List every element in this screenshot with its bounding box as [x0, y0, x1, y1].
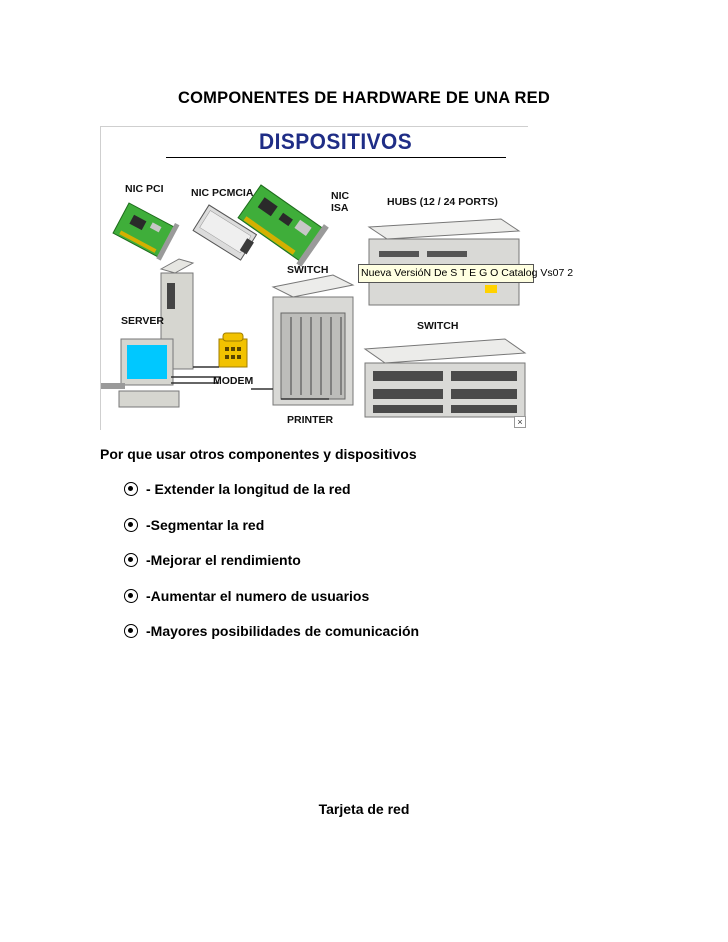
devices-figure	[100, 126, 574, 430]
label-nic-pci: NIC PCI	[125, 183, 164, 195]
label-modem: MODEM	[213, 375, 254, 387]
label-nic-isa-line1: NIC	[331, 190, 350, 202]
label-nic-pcmcia: NIC PCMCIA	[191, 187, 254, 199]
list-item	[124, 588, 419, 624]
benefits-list	[124, 481, 419, 659]
resize-handle-icon[interactable]: ×	[514, 416, 526, 428]
bullet-icon	[124, 624, 138, 638]
list-item-text: - Extender la longitud de la red	[146, 481, 351, 497]
list-item-text: -Segmentar la red	[146, 516, 265, 533]
list-item	[124, 517, 419, 553]
list-item-text: -Aumentar el numero de usuarios	[146, 587, 370, 604]
switch-chassis	[365, 339, 525, 417]
switch-tower	[273, 275, 353, 405]
modem-device	[219, 333, 247, 367]
label-switch-top: SWITCH	[287, 264, 329, 276]
bullet-icon	[124, 518, 138, 532]
nic-pci-card	[112, 199, 179, 260]
list-item	[124, 552, 419, 588]
bullet-icon	[124, 482, 138, 496]
figure-heading: DISPOSITIVOS	[259, 129, 413, 154]
label-hubs: HUBS (12 / 24 PORTS)	[387, 196, 498, 208]
bullet-icon	[124, 589, 138, 603]
caption-text: Tarjeta de red	[318, 801, 410, 817]
page-title: COMPONENTES DE HARDWARE DE UNA RED	[178, 89, 550, 107]
list-item-text: -Mayores posibilidades de comunicación	[146, 623, 420, 639]
caption	[0, 801, 728, 817]
label-nic-isa-line2: ISA	[331, 202, 349, 214]
label-printer: PRINTER	[287, 414, 334, 426]
label-switch-right: SWITCH	[417, 320, 459, 332]
workstation-monitor	[101, 339, 179, 407]
list-item	[124, 623, 419, 659]
image-tooltip: Nueva VersióN De S T E G O Catalog Vs07 2	[358, 264, 534, 283]
intro-text: Por que usar otros componentes y dispositivos	[100, 446, 417, 462]
hub-device	[369, 219, 519, 305]
list-item-text: -Mejorar el rendimiento	[146, 552, 301, 568]
list-item	[124, 481, 419, 517]
label-server: SERVER	[121, 315, 164, 327]
bullet-icon	[124, 553, 138, 567]
